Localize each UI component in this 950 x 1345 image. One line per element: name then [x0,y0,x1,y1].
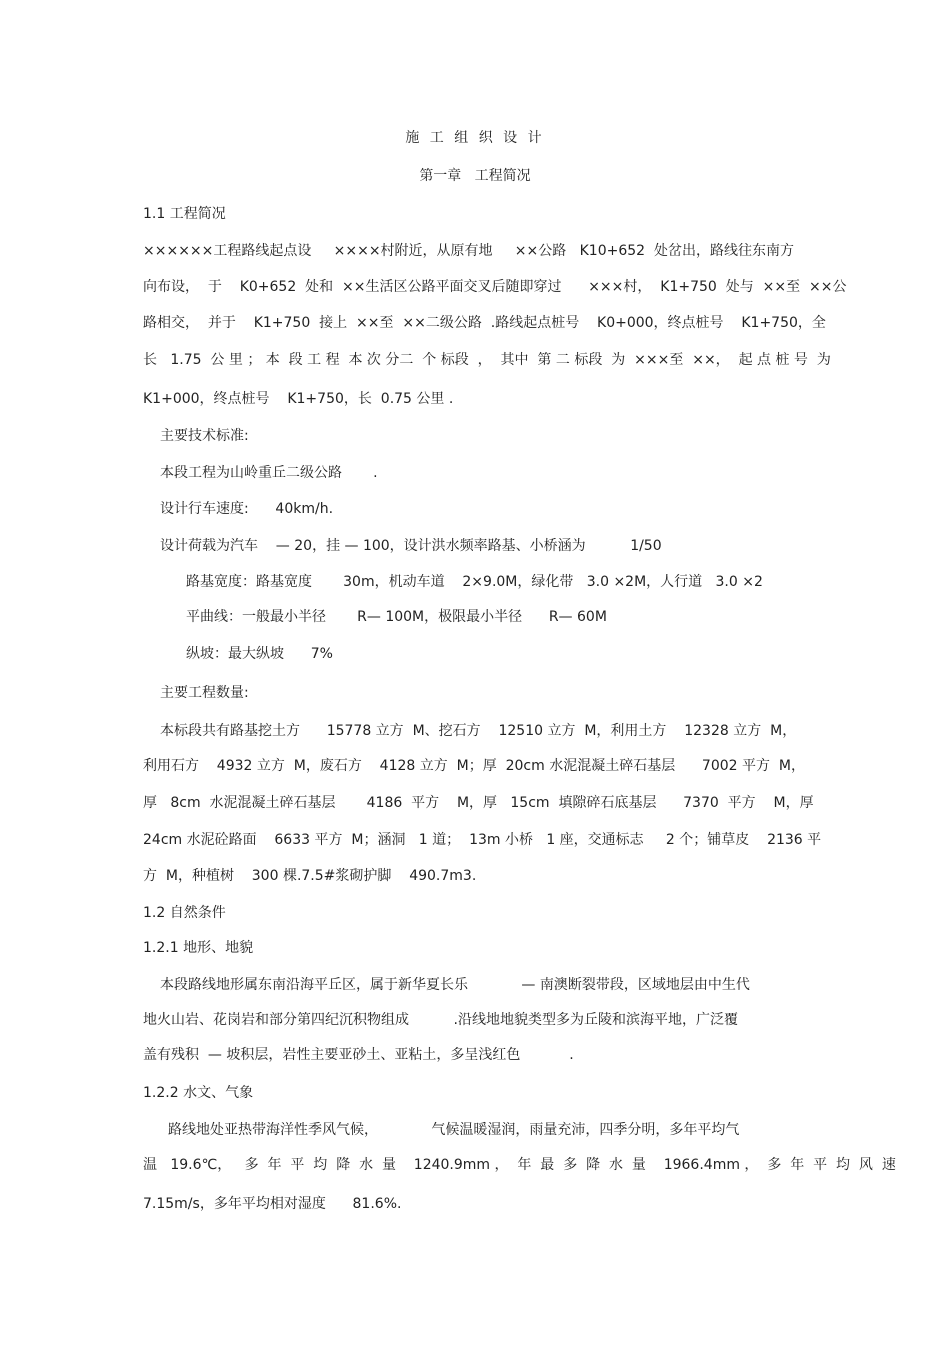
chapter-heading: 第一章 工程简况 [419,168,531,184]
overview-line: 长 1.75 公 里 ； 本 段 工 程 本 次 分二 个 标段 ， 其中 第 二 标段 为 ×××至 ××， 起 点 桩 号 为 [143,352,831,368]
standard-roadbed: 路基宽度：路基宽度 30m，机动车道 2×9.0M，绿化带 3.0 ×2M，人行道 3.0 ×2 [186,574,763,590]
quantities-line: 本标段共有路基挖土方 15778 立方 M、挖石方 12510 立方 M，利用土方 12328 立方 M， [160,723,797,739]
section-heading-1-2-1: 1.2.1 地形、地貌 [143,940,254,956]
section-heading-1-2: 1.2 自然条件 [143,905,226,921]
document-title: 施 工 组 织 设 计 [405,130,545,146]
standard-slope: 纵坡：最大纵坡 7% [186,646,333,662]
overview-line: ××××××工程路线起点设 ××××村附近，从原有地 ××公路 K10+652 处岔出，路线往东南方 [143,243,794,259]
terrain-line: 地火山岩、花岗岩和部分第四纪沉积物组成 .沿线地地貌类型多为丘陵和滨海平地，广泛覆 [143,1012,738,1028]
quantities-line: 24cm 水泥砼路面 6633 平方 M；涵洞 1 道； 13m 小桥 1 座，交通标志 2 个；铺草皮 2136 平 [143,832,822,848]
quantities-line: 利用石方 4932 立方 M，废石方 4128 立方 M；厚 20cm 水泥混凝土碎石基层 7002 平方 M， [143,758,805,774]
standard-curve: 平曲线：一般最小半径 R— 100M，极限最小半径 R— 60M [186,609,607,625]
standard-speed: 设计行车速度: 40km/h. [160,501,334,517]
section-heading-1-1: 1.1 工程简况 [143,206,226,222]
climate-line: 温 19.6℃， 多 年 平 均 降 水 量 1240.9mm ， 年 最 多 降 水 量 1966.4mm ， 多 年 平 均 风 速 [143,1157,896,1173]
quantities-line: 方 M，种植树 300 棵.7.5#浆砌护脚 490.7m3. [143,868,477,884]
overview-line: 向布设， 于 K0+652 处和 ××生活区公路平面交叉后随即穿过 ×××村， K1+750 处与 ××至 ××公 [143,279,847,295]
overview-line: 路相交， 并于 K1+750 接上 ××至 ××二级公路 .路线起点桩号 K0+000，终点桩号 K1+750，全 [143,315,826,331]
quantities-heading: 主要工程数量: [160,685,249,701]
quantities-line: 厚 8cm 水泥混凝土碎石基层 4186 平方 M，厚 15cm 填隙碎石底基层 7370 平方 M，厚 [143,795,814,811]
climate-line: 7.15m/s，多年平均相对湿度 81.6%. [143,1196,402,1212]
terrain-line: 盖有残积 — 坡积层，岩性主要亚砂土、亚粘土，多呈浅红色 . [143,1047,574,1063]
terrain-line: 本段路线地形属东南沿海平丘区，属于新华夏长乐 — 南澳断裂带段，区域地层由中生代 [160,977,750,993]
standard-load: 设计荷载为汽车 — 20，挂 — 100，设计洪水频率路基、小桥涵为 1/50 [160,538,662,554]
section-heading-1-2-2: 1.2.2 水文、气象 [143,1085,254,1101]
climate-line: 路线地处亚热带海洋性季风气候， 气候温暖湿润，雨量充沛，四季分明，多年平均气 [168,1122,740,1138]
overview-line: K1+000，终点桩号 K1+750，长 0.75 公里 . [143,391,454,407]
standard-grade: 本段工程为山岭重丘二级公路 . [160,465,378,481]
standards-heading: 主要技术标准: [160,428,249,444]
